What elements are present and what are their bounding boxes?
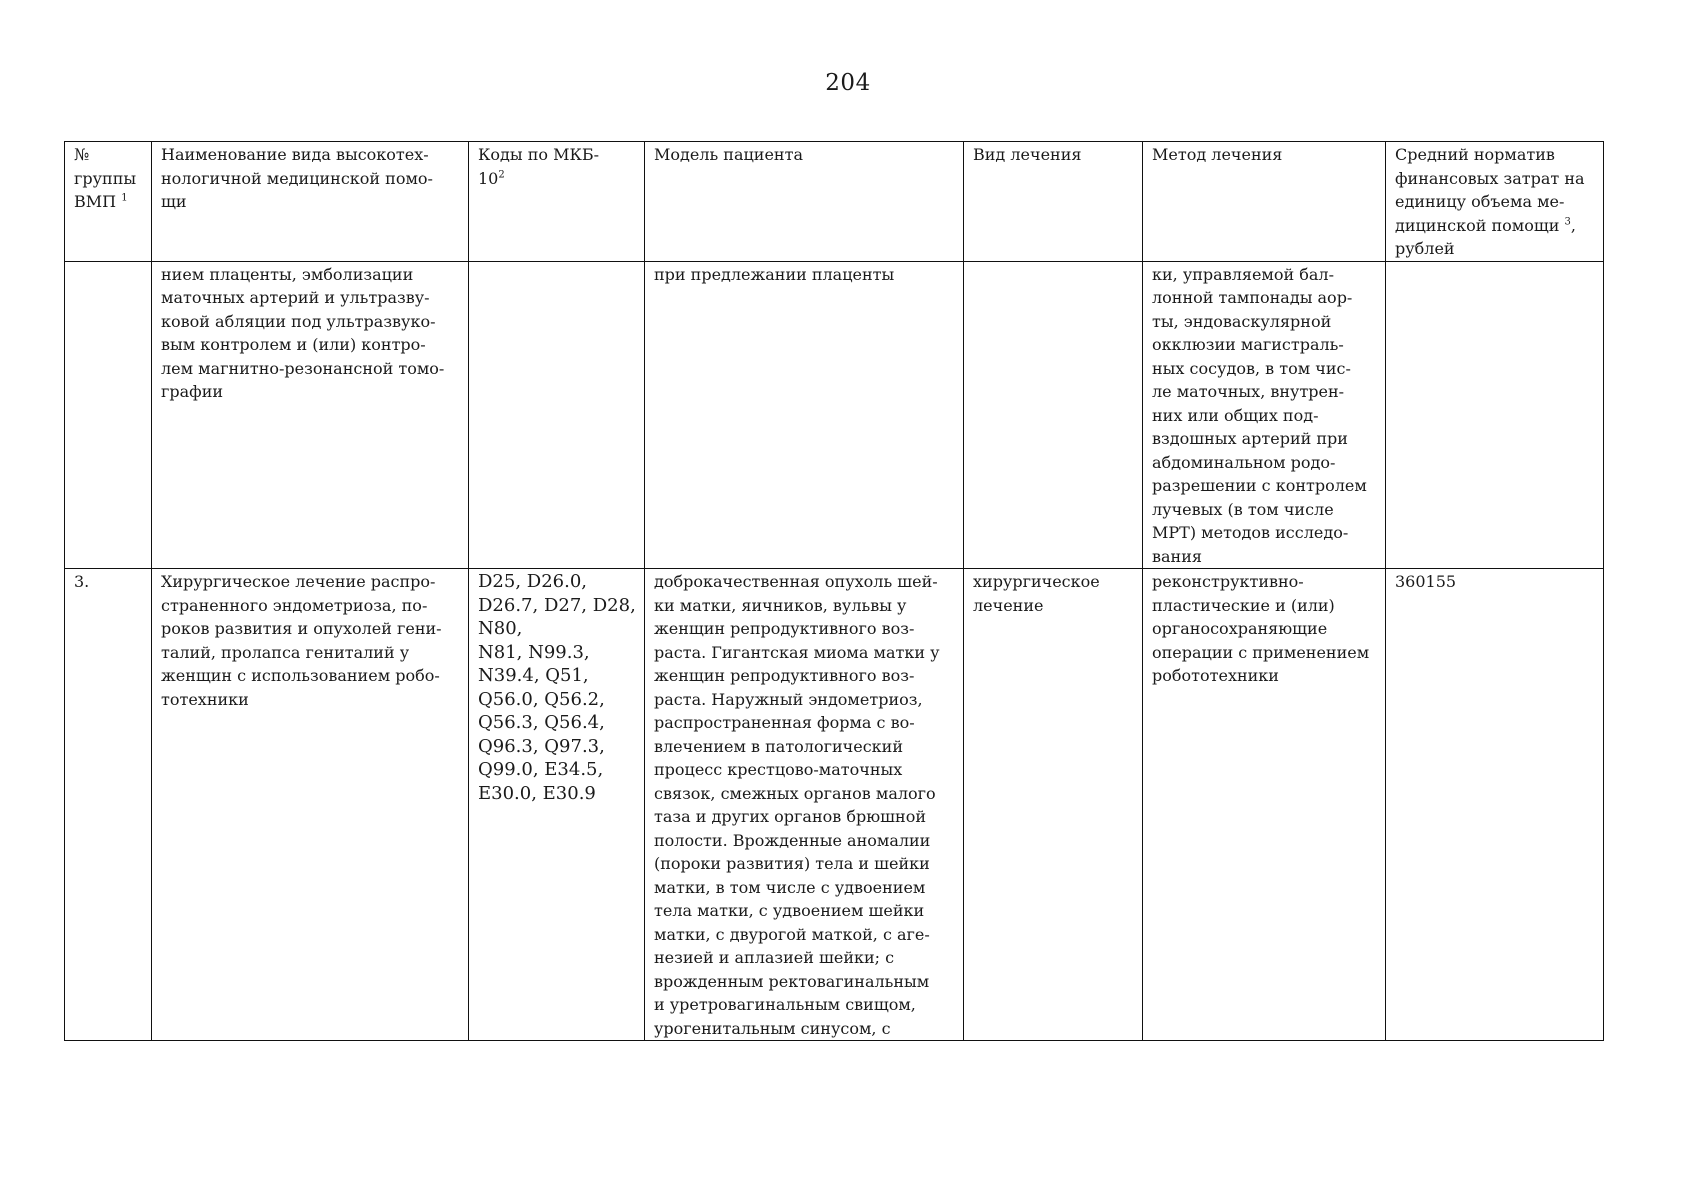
cell-treatment-type: [964, 261, 1143, 569]
table-row: [65, 261, 1604, 569]
header-treatment-method: Метод лечения: [1143, 142, 1386, 262]
cell-patient-model: при предлежании плаценты: [645, 261, 964, 569]
cell-vmp-name: Хирургическое лечение распро- страненного эндометриоза, по- роков развития и опухолей гени- талий, пролапса гениталий у женщин с использованием робо- тотехники: [152, 569, 469, 1041]
cell-group-number: 3.: [65, 569, 152, 1041]
cell-icd-codes: [469, 261, 645, 569]
header-icd-codes: Коды по МКБ- $10^2$: [469, 142, 645, 262]
cell-treatment-type: хирургическое лечение: [964, 569, 1143, 1041]
cell-icd-codes: D25, D26.0, D26.7, D27, D28, N80, N81, N99.3, N39.4, Q51, Q56.0, Q56.2, Q56.3, Q56.4, Q96.3, Q97.3, Q99.0, E34.5, E30.0, E30.9: [469, 569, 645, 1041]
header-group-number: № группы ВМП $^1$: [65, 142, 152, 262]
cell-patient-model: доброкачественная опухоль шей- ки матки, яичников, вульвы у женщин репродуктивного воз- раста. Гигантская миома матки у женщин репродуктивного воз- раста. Наружный эндометриоз, распространенная форма с во- влечением в патологический процесс крестцово-маточных связок, смежных органов малого таза и других органов брюшной полости. Врожденные аномалии (пороки развития) тела и шейки матки, в том числе с удвоением тела матки, с удвоением шейки матки, с двурогой маткой, с аге- незией и аплазией шейки; с врожденным ректовагинальным и уретровагинальным свищом, урогенитальным синусом, с: [645, 569, 964, 1041]
page-number: 204: [825, 70, 871, 96]
header-vmp-name: Наименование вида высокотех- нологичной медицинской помо- щи: [152, 142, 469, 262]
cell-vmp-name: нием плаценты, эмболизации маточных артерий и ультразву- ковой абляции под ультразвуко- вым контролем и (или) контро- лем магнитно-резонансной томо- графии: [152, 261, 469, 569]
header-treatment-type: Вид лечения: [964, 142, 1143, 262]
header-patient-model: Модель пациента: [645, 142, 964, 262]
cell-treatment-method: ки, управляемой бал- лонной тампонады аор- ты, эндоваскулярной окклюзии магистраль- ных сосудов, в том чис- ле маточных, внутрен- них или общих под- вздошных артерий при абдоминальном родо- разрешении с контролем лучевых (в том числе МРТ) методов исследо- вания: [1143, 261, 1386, 569]
cell-cost-norm: [1386, 261, 1604, 569]
cell-cost-norm: 360155: [1386, 569, 1604, 1041]
cell-treatment-method: реконструктивно- пластические и (или) органосохраняющие операции с применением робототехники: [1143, 569, 1386, 1041]
table-header-row: [65, 142, 1604, 262]
table-row: [65, 569, 1604, 1041]
cell-group-number: [65, 261, 152, 569]
vmp-table: [64, 141, 1604, 1041]
header-cost-norm: Средний норматив финансовых затрат на единицу объема ме- дицинской помощи $^3$, рублей: [1386, 142, 1604, 262]
